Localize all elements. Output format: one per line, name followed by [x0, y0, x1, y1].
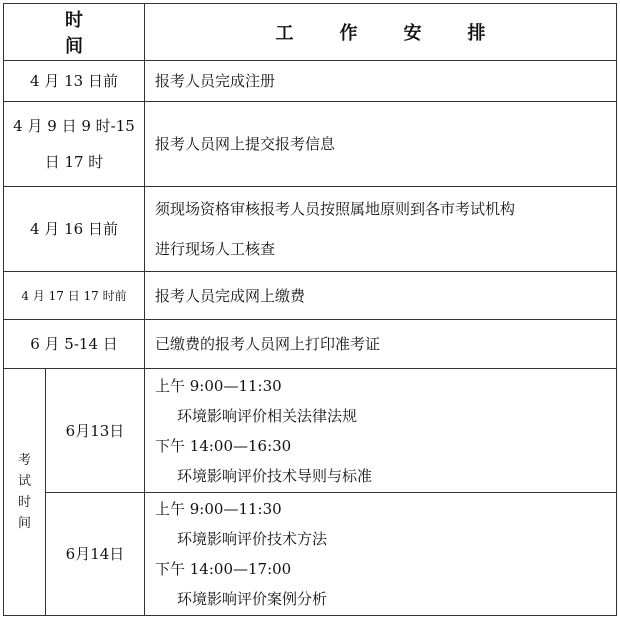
- am-subject: 环境影响评价相关法律法规: [177, 406, 358, 425]
- header-row: [4, 4, 617, 61]
- row-task: [145, 187, 617, 272]
- row-time: 4 月 16 日前: [4, 187, 145, 272]
- pm-subject: 环境影响评价案例分析: [177, 590, 328, 608]
- exam-label-char: 考: [17, 453, 31, 468]
- exam-date: 6月13日: [46, 369, 145, 493]
- table-row: [4, 102, 617, 187]
- am-subject: 环境影响评价技术方法: [177, 530, 328, 548]
- exam-row: [4, 493, 617, 616]
- header-time: 时间: [4, 4, 145, 61]
- row-time: 4 月 13 日前: [4, 61, 145, 102]
- exam-label-char: 试: [17, 474, 31, 489]
- am-time: 上午 9:00—11:30: [155, 376, 282, 395]
- row-task-line: 进行现场人工核查: [155, 240, 276, 258]
- row-task-line: 须现场资格审核报考人员按照属地原则到各市考试机构: [155, 200, 516, 218]
- row-time: [4, 102, 145, 187]
- row-task: 报考人员完成网上缴费: [145, 272, 617, 320]
- exam-label-char: 时: [17, 495, 31, 510]
- row-time-line: 日 17 时: [44, 153, 104, 171]
- row-time-line: 4 月 9 日 9 时-15: [13, 117, 135, 135]
- am-time: 上午 9:00—11:30: [155, 500, 282, 518]
- row-time: 6 月 5-14 日: [4, 320, 145, 369]
- table-row: [4, 61, 617, 102]
- table-row: [4, 320, 617, 369]
- exam-slots: [145, 493, 617, 616]
- table-row: [4, 187, 617, 272]
- pm-time: 下午 14:00—16:30: [155, 436, 292, 455]
- exam-schedule-table: [3, 3, 617, 616]
- exam-time-label: [4, 369, 46, 616]
- exam-label-char: 间: [17, 516, 31, 531]
- pm-subject: 环境影响评价技术导则与标准: [177, 466, 373, 485]
- table-row: [4, 272, 617, 320]
- row-task: 报考人员网上提交报考信息: [145, 102, 617, 187]
- exam-date: 6月14日: [46, 493, 145, 616]
- row-task: 已缴费的报考人员网上打印准考证: [145, 320, 617, 369]
- pm-time: 下午 14:00—17:00: [155, 560, 292, 578]
- exam-slots: [145, 369, 617, 493]
- row-task: 报考人员完成注册: [145, 61, 617, 102]
- header-work: 工作安排: [145, 4, 617, 61]
- row-time: 4 月 17 日 17 时前: [4, 272, 145, 320]
- exam-row: [4, 369, 617, 493]
